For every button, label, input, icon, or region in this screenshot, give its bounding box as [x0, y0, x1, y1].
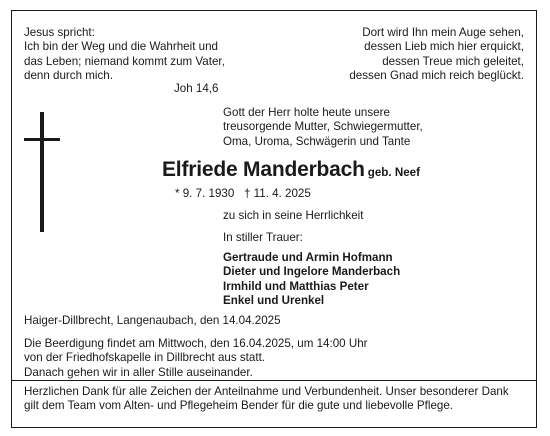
verse-right-line: Dort wird Ihn mein Auge sehen, — [362, 26, 524, 39]
mourner: Gertraude und Armin Hofmann — [223, 251, 393, 264]
verse-left-line: Jesus spricht: — [24, 26, 95, 39]
mourner: Enkel und Urenkel — [223, 293, 325, 307]
verse-left-line: denn durch mich. — [24, 68, 113, 82]
mourner: Irmhild und Matthias Peter — [223, 279, 369, 293]
thanks-text — [24, 385, 509, 414]
to-glory-text: zu sich in seine Herrlichkeit — [223, 209, 364, 222]
mourning-label: In stiller Trauer: — [223, 231, 303, 244]
funeral-line: von der Friedhofskapelle in Dillbrecht aus statt. — [24, 351, 266, 365]
verse-left-line: Ich bin der Weg und die Wahrheit und — [24, 40, 218, 54]
life-dates: * 9. 7. 1930 † 11. 4. 2025 — [175, 187, 311, 200]
deceased-name: Elfriede Manderbach — [162, 158, 365, 181]
verse-reference: Joh 14,6 — [174, 82, 219, 95]
funeral-line: Die Beerdigung findet am Mittwoch, den 16.04.2025, um 14:00 Uhr — [24, 337, 368, 350]
mourner: Dieter und Ingelore Manderbach — [223, 265, 401, 279]
funeral-line: Danach gehen wir in aller Stille auseinander. — [24, 365, 253, 379]
verse-right — [349, 26, 524, 83]
verse-left — [24, 26, 225, 83]
intro-text — [223, 106, 423, 149]
birth-name: geb. Neef — [367, 166, 420, 179]
cross-icon-bar — [24, 138, 60, 141]
verse-right-line: dessen Lieb mich hier erquickt, — [364, 40, 524, 54]
thanks-line: Herzlichen Dank für alle Zeichen der Anteilnahme und Verbundenheit. Unser besonderer Dank — [24, 385, 509, 398]
deceased-name-line — [162, 158, 420, 181]
intro-line: Gott der Herr holte heute unsere — [223, 106, 390, 119]
separator-line — [11, 380, 537, 381]
verse-right-line: dessen Treue mich geleitet, — [382, 54, 524, 68]
cross-icon — [40, 112, 44, 232]
mourners-list — [223, 251, 400, 308]
intro-line: Oma, Uroma, Schwägerin und Tante — [223, 134, 411, 148]
verse-right-line: dessen Gnad mich reich beglückt. — [349, 68, 524, 82]
intro-line: treusorgende Mutter, Schwiegermutter, — [223, 120, 423, 134]
thanks-line: gilt dem Team vom Alten- und Pflegeheim Bender für die gute und liebevolle Pflege. — [24, 399, 454, 413]
place-date: Haiger-Dillbrecht, Langenaubach, den 14.04.2025 — [24, 314, 281, 327]
funeral-info — [24, 337, 368, 380]
verse-left-line: das Leben; niemand kommt zum Vater, — [24, 54, 225, 68]
